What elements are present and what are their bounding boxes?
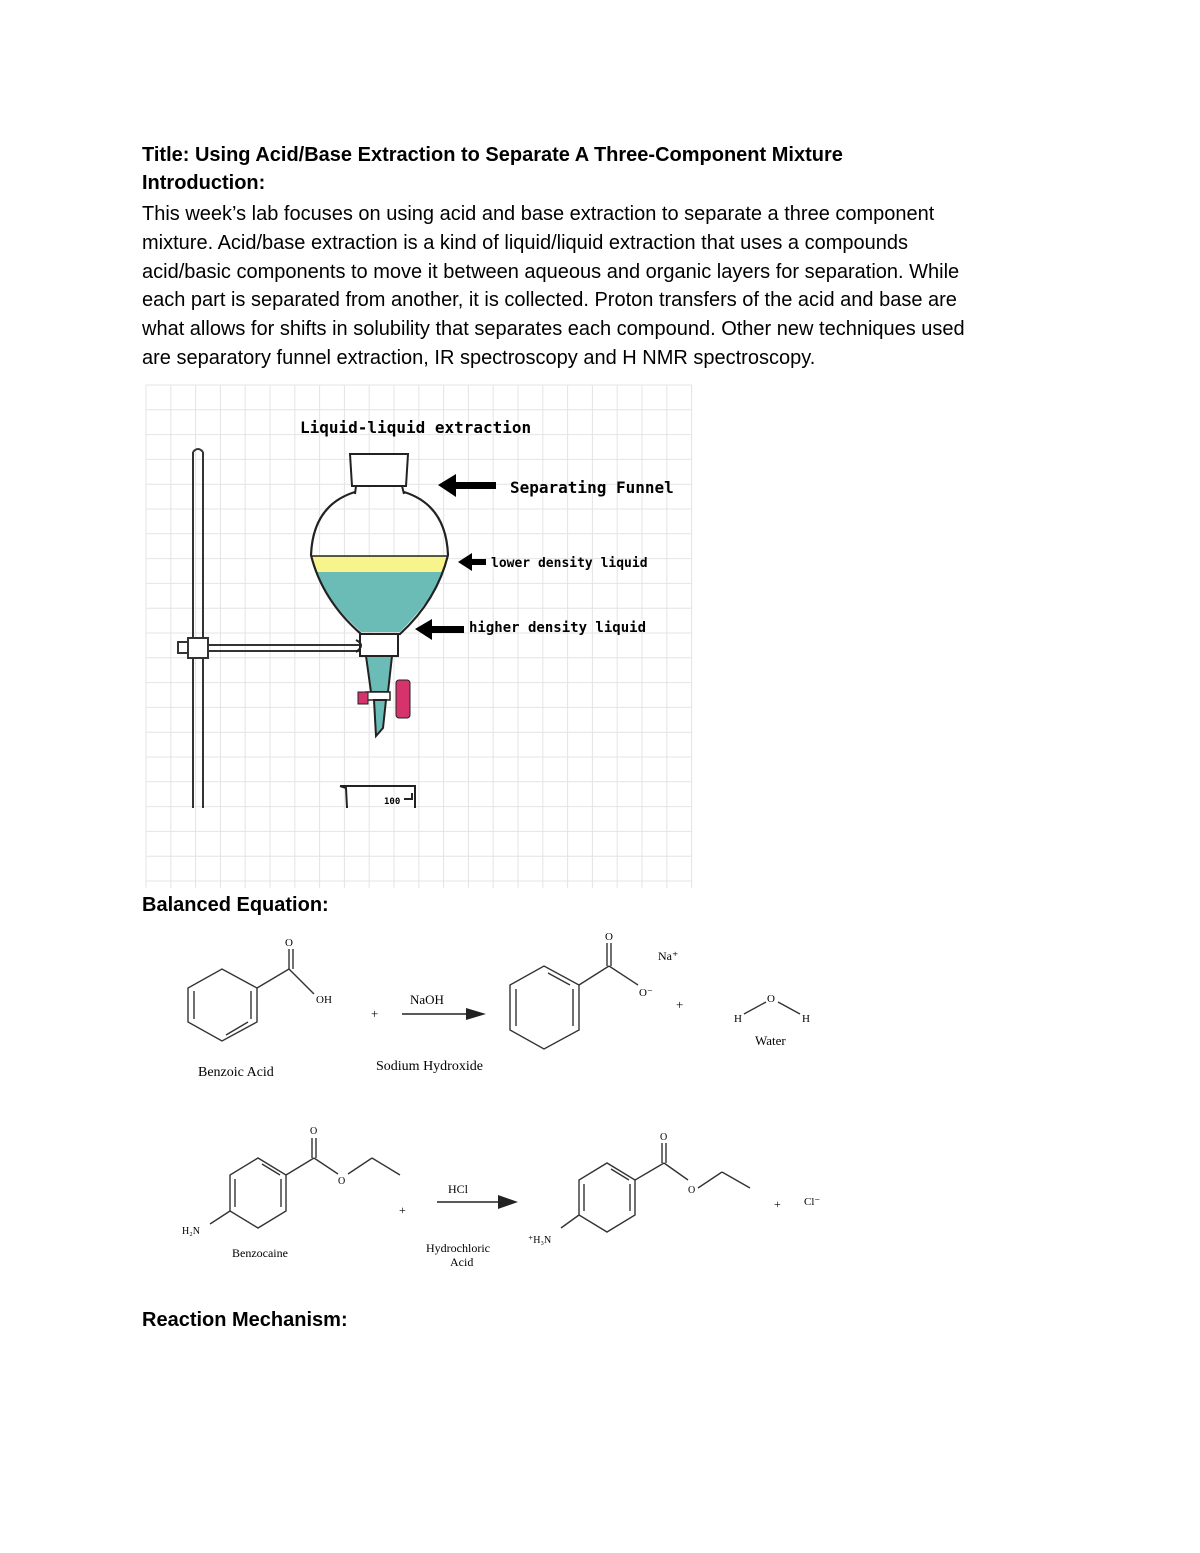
- atom-label: H: [802, 1013, 810, 1025]
- sodium-hydroxide-label: Sodium Hydroxide: [376, 1059, 483, 1074]
- label-separating-funnel: Separating Funnel: [510, 478, 674, 497]
- label-higher-density: higher density liquid: [469, 620, 647, 636]
- atom-label: O: [310, 1126, 318, 1137]
- reagent-naoh: NaOH: [410, 992, 444, 1007]
- intro-line: each part is separated from another, it is collected. Proton transfers of the acid and base are: [142, 289, 957, 312]
- atom-label: H: [734, 1013, 742, 1025]
- balanced-equation-heading: Balanced Equation:: [142, 894, 329, 916]
- introduction-heading: Introduction:: [142, 172, 266, 194]
- plus-sign: +: [774, 1197, 781, 1211]
- atom-label: O: [767, 993, 775, 1005]
- plus-sign: +: [676, 997, 684, 1012]
- atom-label: O: [285, 937, 293, 949]
- benzoic-acid-label: Benzoic Acid: [198, 1065, 274, 1080]
- intro-line: mixture. Acid/base extraction is a kind of liquid/liquid extraction that uses a compounds: [142, 231, 908, 254]
- hydrochloric-acid-label: Acid: [450, 1255, 474, 1269]
- water-label: Water: [755, 1033, 786, 1048]
- benzocaine-label: Benzocaine: [232, 1246, 288, 1260]
- atom-label: O: [688, 1185, 696, 1196]
- figure-title: Liquid-liquid extraction: [300, 418, 532, 437]
- reagent-hcl: HCl: [448, 1182, 469, 1196]
- atom-label: O: [338, 1176, 346, 1187]
- benzocaine-structure: [210, 1138, 400, 1228]
- plus-sign: +: [399, 1203, 406, 1217]
- plus-sign: +: [371, 1006, 379, 1021]
- atom-label: ⁺H₃N: [528, 1235, 552, 1246]
- sodium-ion: Na⁺: [658, 949, 679, 963]
- intro-line: what allows for shifts in solubility that separates each compound. Other new techniques used: [142, 318, 965, 341]
- atom-label: O: [605, 931, 613, 943]
- atom-label: H₂N: [182, 1226, 200, 1237]
- reaction-mechanism-heading: Reaction Mechanism:: [142, 1309, 348, 1331]
- atom-label: O: [660, 1132, 668, 1143]
- intro-line: are separatory funnel extraction, IR spectroscopy and H NMR spectroscopy.: [142, 346, 816, 369]
- hydrochloric-acid-label: Hydrochloric: [426, 1241, 490, 1255]
- atom-label: O⁻: [639, 987, 653, 999]
- intro-line: This week’s lab focuses on using acid and base extraction to separate a three component: [142, 203, 935, 225]
- beaker-mark: 100: [384, 797, 401, 807]
- reaction-arrow-icon: [437, 1195, 518, 1209]
- atom-label: OH: [316, 994, 332, 1006]
- protonated-benzocaine-structure: [561, 1143, 750, 1232]
- document-title: Title: Using Acid/Base Extraction to Separate A Three-Component Mixture: [142, 144, 843, 166]
- label-lower-density: lower density liquid: [491, 556, 648, 571]
- chloride-ion: Cl⁻: [804, 1196, 821, 1208]
- intro-line: acid/basic components to move it between aqueous and organic layers for separation. While: [142, 260, 960, 283]
